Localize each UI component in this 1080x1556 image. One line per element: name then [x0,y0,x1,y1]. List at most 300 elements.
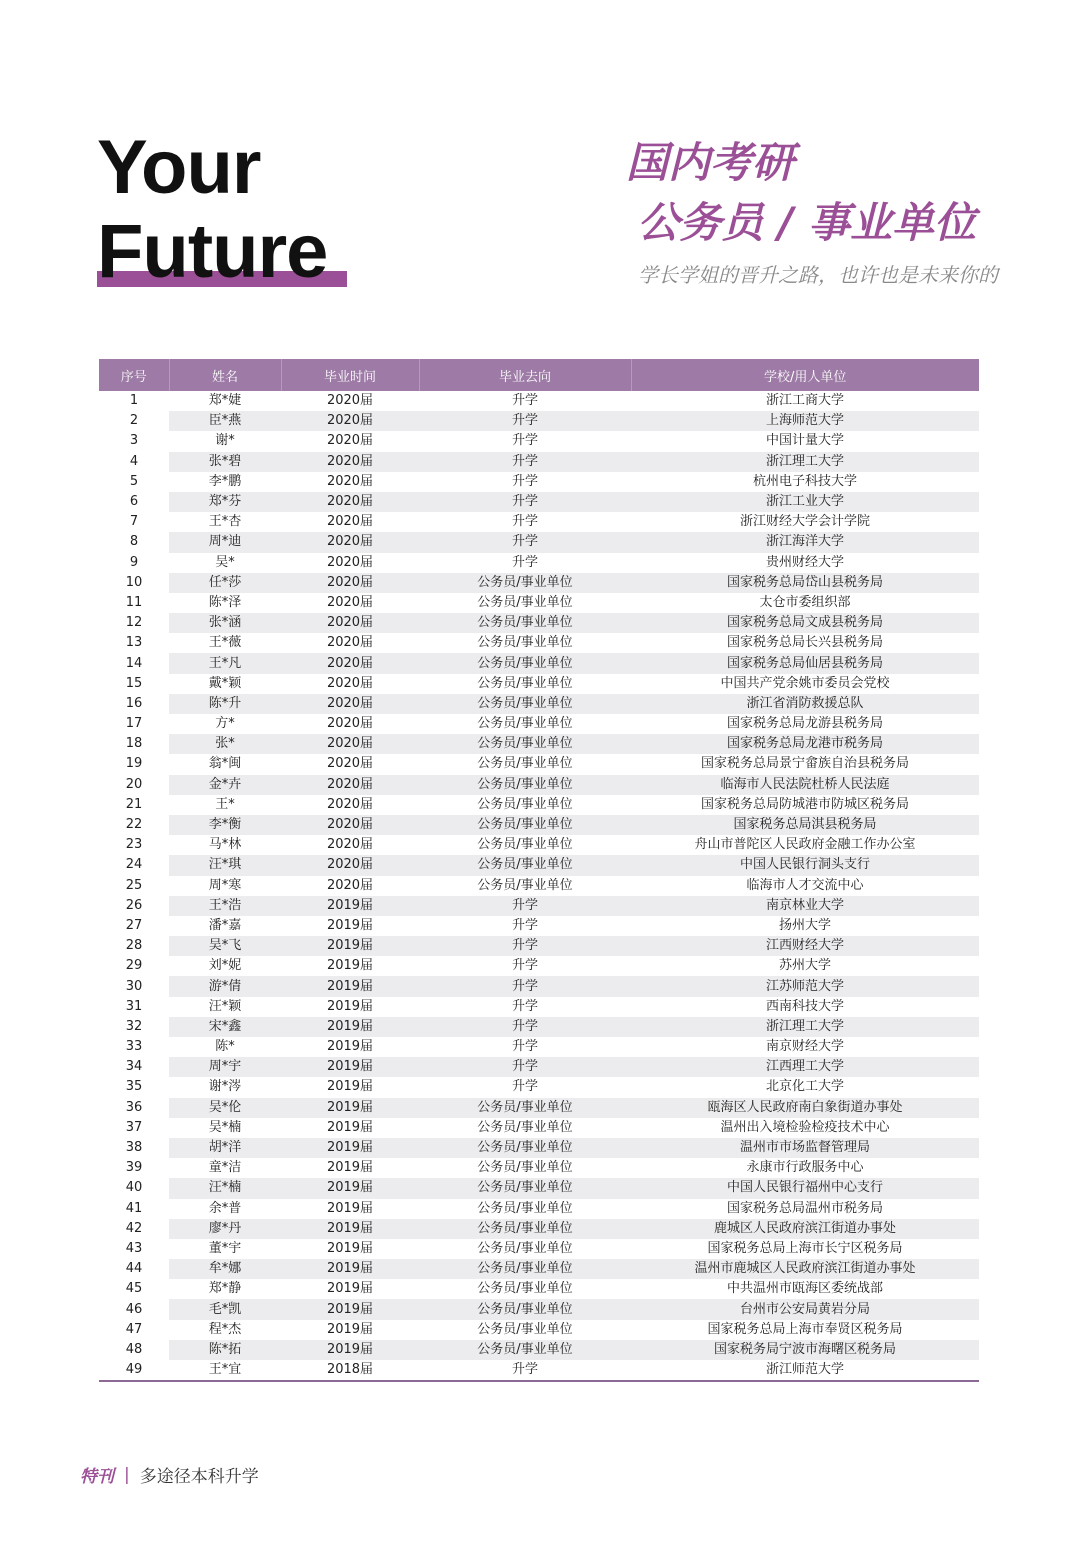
cell-name: 翁*闽 [208,756,242,772]
table-row [99,896,979,916]
table-row [99,431,979,451]
cell-index: 30 [99,976,169,996]
cell-grad-year: 2020届 [326,877,374,893]
cell-grad-year: 2020届 [326,594,374,610]
cell-name: 王*凡 [169,653,281,673]
table-row [99,754,979,774]
table-row [99,815,979,835]
cell-institution: 江西理工大学 [631,1057,979,1077]
cell-index: 19 [99,754,169,774]
cell-institution: 浙江财经大学会计学院 [739,514,870,530]
cell-index: 14 [99,653,169,673]
cell-institution: 浙江海洋大学 [631,532,979,552]
cell-grad-year: 2020届 [326,393,374,409]
cell-destination: 公务员/事业单位 [419,775,631,795]
cell-grad-year: 2020届 [281,613,419,633]
cell-institution: 临海市人民法院杜桥人民法庭 [631,775,979,795]
cell-name: 谢* [215,433,235,449]
cell-institution: 瓯海区人民政府南白象街道办事处 [631,1098,979,1118]
hero-line-future: Future [97,209,328,294]
table-row [99,734,979,754]
cell-destination: 公务员/事业单位 [419,1299,631,1319]
cell-index: 48 [99,1340,169,1360]
cell-institution: 北京化工大学 [765,1079,844,1095]
heading-subtitle: 学长学姐的晋升之路，也许也是未来你的 [638,263,998,287]
cell-destination: 公务员/事业单位 [419,1138,631,1158]
cell-name: 牟*娜 [169,1259,281,1279]
cell-destination: 公务员/事业单位 [477,594,573,610]
cell-destination: 公务员/事业单位 [477,675,573,691]
table-row [99,855,979,875]
heading-line-1: 国内考研 [625,138,794,187]
table-row [99,532,979,552]
cell-institution: 中国共产党余姚市委员会党校 [720,675,890,691]
cell-index: 28 [99,936,169,956]
cell-grad-year: 2020届 [281,653,419,673]
cell-index: 4 [99,452,169,472]
table-row [99,835,979,855]
cell-destination: 升学 [419,936,631,956]
cell-index: 20 [99,775,169,795]
cell-destination: 升学 [511,473,538,489]
cell-destination: 公务员/事业单位 [477,796,573,812]
cell-name: 汪*颖 [208,998,242,1014]
cell-index: 17 [99,714,169,734]
cell-name: 郑*静 [208,1281,242,1297]
table-row [99,1279,979,1299]
cell-destination: 公务员/事业单位 [477,1160,573,1176]
cell-name: 毛*凯 [169,1299,281,1319]
cell-index: 43 [99,1239,169,1259]
cell-grad-year: 2019届 [281,1138,419,1158]
cell-destination: 升学 [511,393,538,409]
table-row [99,653,979,673]
cell-institution: 南京林业大学 [631,896,979,916]
header-grad-year: 毕业时间 [281,359,419,391]
table-row [99,1057,979,1077]
cell-institution: 国家税务总局岱山县税务局 [631,573,979,593]
cell-name: 汪*楠 [169,1178,281,1198]
header-name: 姓名 [169,359,281,391]
cell-name: 余*普 [208,1200,242,1216]
cell-name: 童*洁 [208,1160,242,1176]
cell-destination: 升学 [419,452,631,472]
cell-institution: 国家税务总局景宁畲族自治县税务局 [700,756,909,772]
cell-destination: 升学 [419,492,631,512]
table-row [99,997,979,1017]
cell-grad-year: 2020届 [281,815,419,835]
cell-grad-year: 2020届 [326,635,374,651]
cell-institution: 上海师范大学 [631,411,979,431]
cell-institution: 杭州电子科技大学 [752,473,857,489]
cell-name: 马*林 [208,837,242,853]
cell-grad-year: 2020届 [326,796,374,812]
cell-name: 王*浩 [169,896,281,916]
cell-name: 王* [215,796,235,812]
table-row [99,613,979,633]
cell-index: 3 [99,431,169,451]
cell-index: 38 [99,1138,169,1158]
cell-institution: 中国人民银行洞头支行 [631,855,979,875]
table-row [99,391,979,411]
table-row [99,916,979,936]
cell-index: 34 [99,1057,169,1077]
cell-grad-year: 2020届 [281,492,419,512]
cell-name: 周*宇 [169,1057,281,1077]
table-row [99,633,979,653]
cell-destination: 升学 [511,554,538,570]
cell-index: 27 [99,916,169,936]
cell-index: 5 [99,472,169,492]
cell-index: 6 [99,492,169,512]
cell-grad-year: 2019届 [326,1039,374,1055]
hero-line-your: Your [97,125,261,210]
cell-grad-year: 2020届 [326,716,374,732]
table-row [99,472,979,492]
cell-grad-year: 2020届 [326,473,374,489]
table-row [99,411,979,431]
table-row [99,1158,979,1178]
cell-name: 任*莎 [169,573,281,593]
cell-name: 董*宇 [208,1240,242,1256]
heading-line-2: 公务员 / 事业单位 [637,198,976,247]
cell-index: 32 [99,1017,169,1037]
cell-name: 王*薇 [208,635,242,651]
cell-destination: 升学 [511,917,538,933]
cell-grad-year: 2019届 [326,1119,374,1135]
cell-name: 陈* [215,1039,235,1055]
cell-institution: 国家税务局宁波市海曙区税务局 [631,1340,979,1360]
cell-destination: 公务员/事业单位 [419,815,631,835]
cell-name: 陈*泽 [208,594,242,610]
cell-grad-year: 2019届 [281,936,419,956]
cell-destination: 公务员/事业单位 [477,1200,573,1216]
cell-institution: 浙江省消防救援总队 [631,694,979,714]
cell-destination: 升学 [419,1017,631,1037]
cell-index: 25 [99,876,169,896]
cell-grad-year: 2019届 [326,998,374,1014]
cell-grad-year: 2019届 [326,917,374,933]
table-body [99,391,979,1380]
cell-destination: 升学 [511,998,538,1014]
cell-index: 8 [99,532,169,552]
cell-grad-year: 2020届 [281,411,419,431]
cell-index: 7 [99,512,169,532]
cell-name: 潘*嘉 [208,917,242,933]
table-row [99,492,979,512]
cell-institution: 国家税务总局长兴县税务局 [726,635,883,651]
cell-name: 方* [215,716,235,732]
cell-institution: 鹿城区人民政府滨江街道办事处 [631,1219,979,1239]
cell-grad-year: 2019届 [281,1219,419,1239]
cell-destination: 公务员/事业单位 [419,1178,631,1198]
cell-index: 29 [99,956,169,976]
table-row [99,936,979,956]
cell-name: 郑*芬 [169,492,281,512]
cell-index: 46 [99,1299,169,1319]
cell-grad-year: 2019届 [281,1340,419,1360]
cell-name: 胡*洋 [169,1138,281,1158]
table-row [99,1340,979,1360]
cell-name: 张*涵 [169,613,281,633]
cell-institution: 台州市公安局黄岩分局 [631,1299,979,1319]
cell-institution: 国家税务总局淇县税务局 [631,815,979,835]
cell-index: 9 [99,553,169,573]
cell-institution: 浙江工业大学 [631,492,979,512]
cell-grad-year: 2020届 [326,514,374,530]
cell-destination: 升学 [419,411,631,431]
table-row [99,775,979,795]
cell-grad-year: 2019届 [326,1200,374,1216]
cell-institution: 国家税务总局上海市长宁区税务局 [707,1240,903,1256]
cell-grad-year: 2018届 [326,1362,374,1378]
table-row [99,956,979,976]
cell-index: 13 [99,633,169,653]
graduate-table [99,359,979,1382]
table-row [99,1178,979,1198]
cell-grad-year: 2020届 [281,775,419,795]
table-row [99,1360,979,1380]
table-row [99,1199,979,1219]
cell-index: 37 [99,1118,169,1138]
cell-grad-year: 2019届 [281,1259,419,1279]
cell-name: 陈*拓 [169,1340,281,1360]
cell-index: 15 [99,674,169,694]
cell-institution: 太仓市委组织部 [759,594,851,610]
cell-institution: 国家税务总局龙游县税务局 [726,716,883,732]
cell-name: 周*迪 [169,532,281,552]
cell-name: 张* [169,734,281,754]
cell-name: 吴*楠 [208,1119,242,1135]
cell-destination: 升学 [511,514,538,530]
cell-institution: 浙江师范大学 [765,1362,844,1378]
cell-grad-year: 2019届 [326,1079,374,1095]
cell-name: 张*碧 [169,452,281,472]
cell-destination: 公务员/事业单位 [419,653,631,673]
cell-grad-year: 2019届 [326,1321,374,1337]
cell-name: 戴*颖 [208,675,242,691]
cell-institution: 中国计量大学 [765,433,844,449]
table-row [99,573,979,593]
cell-institution: 国家税务总局文成县税务局 [631,613,979,633]
cell-index: 39 [99,1158,169,1178]
cell-index: 41 [99,1199,169,1219]
cell-grad-year: 2019届 [326,1281,374,1297]
table-row [99,553,979,573]
cell-index: 47 [99,1320,169,1340]
cell-index: 18 [99,734,169,754]
cell-destination: 公务员/事业单位 [419,1219,631,1239]
cell-destination: 升学 [511,1039,538,1055]
cell-name: 郑*婕 [208,393,242,409]
table-row [99,1239,979,1259]
cell-grad-year: 2020届 [326,675,374,691]
cell-index: 22 [99,815,169,835]
cell-institution: 江苏师范大学 [631,976,979,996]
cell-index: 35 [99,1077,169,1097]
cell-name: 谢*涔 [208,1079,242,1095]
table-row [99,1037,979,1057]
cell-institution: 舟山市普陀区人民政府金融工作办公室 [694,837,916,853]
cell-grad-year: 2019届 [281,1017,419,1037]
cell-institution: 国家税务总局温州市税务局 [726,1200,883,1216]
cell-name: 吴* [215,554,235,570]
cell-institution: 扬州大学 [778,917,831,933]
footer-title: 多途径本科升学 [139,1467,259,1487]
table-row [99,1299,979,1319]
cell-destination: 公务员/事业单位 [477,1119,573,1135]
cell-institution: 国家税务总局仙居县税务局 [631,653,979,673]
cell-name: 游*倩 [169,976,281,996]
cell-destination: 公务员/事业单位 [477,1281,573,1297]
table-row [99,876,979,896]
cell-institution: 江西财经大学 [631,936,979,956]
cell-institution: 温州市市场监督管理局 [631,1138,979,1158]
cell-index: 40 [99,1178,169,1198]
cell-destination: 公务员/事业单位 [419,1259,631,1279]
cell-grad-year: 2019届 [281,1178,419,1198]
table-row [99,1259,979,1279]
footer-brand: 特刊 [80,1467,114,1487]
cell-name: 臣*燕 [169,411,281,431]
cell-grad-year: 2019届 [326,1240,374,1256]
cell-name: 宋*鑫 [169,1017,281,1037]
cell-institution: 浙江工商大学 [765,393,844,409]
cell-destination: 升学 [511,958,538,974]
cell-name: 周*寒 [208,877,242,893]
cell-destination: 公务员/事业单位 [419,855,631,875]
cell-grad-year: 2020届 [326,554,374,570]
cell-index: 49 [99,1360,169,1380]
cell-destination: 公务员/事业单位 [477,1321,573,1337]
cell-institution: 南京财经大学 [765,1039,844,1055]
cell-index: 33 [99,1037,169,1057]
cell-grad-year: 2019届 [281,1057,419,1077]
cell-index: 45 [99,1279,169,1299]
cell-grad-year: 2020届 [326,756,374,772]
table-row [99,512,979,532]
cell-name: 刘*妮 [208,958,242,974]
cell-name: 王*杏 [208,514,242,530]
cell-index: 31 [99,997,169,1017]
table-row [99,1077,979,1097]
header-index: 序号 [99,359,169,391]
cell-destination: 升学 [511,1079,538,1095]
cell-institution: 国家税务总局防城港市防城区税务局 [700,796,909,812]
cell-institution: 西南科技大学 [765,998,844,1014]
cell-grad-year: 2019届 [326,958,374,974]
cell-grad-year: 2019届 [281,1098,419,1118]
cell-institution: 临海市人才交流中心 [746,877,864,893]
cell-name: 汪*琪 [169,855,281,875]
cell-destination: 公务员/事业单位 [419,573,631,593]
cell-index: 2 [99,411,169,431]
cell-grad-year: 2020届 [281,573,419,593]
cell-grad-year: 2020届 [281,532,419,552]
cell-index: 1 [99,391,169,411]
cell-name: 吴*飞 [169,936,281,956]
cell-grad-year: 2020届 [281,855,419,875]
cell-name: 陈*升 [169,694,281,714]
table-header-row [99,359,979,391]
cell-destination: 升学 [419,976,631,996]
cell-destination: 升学 [419,1057,631,1077]
cell-index: 21 [99,795,169,815]
table-row [99,1320,979,1340]
table-row [99,1118,979,1138]
header-institution: 学校/用人单位 [631,359,979,391]
cell-destination: 公务员/事业单位 [477,877,573,893]
cell-name: 程*杰 [208,1321,242,1337]
cell-destination: 公务员/事业单位 [477,756,573,772]
cell-destination: 升学 [511,1362,538,1378]
cell-destination: 升学 [419,532,631,552]
table-row [99,795,979,815]
cell-index: 24 [99,855,169,875]
cell-grad-year: 2020届 [326,837,374,853]
cell-institution: 永康市行政服务中心 [746,1160,864,1176]
cell-grad-year: 2019届 [281,976,419,996]
cell-name: 李*鹏 [208,473,242,489]
table-row [99,1017,979,1037]
table-row [99,714,979,734]
cell-grad-year: 2020届 [281,694,419,714]
page-footer [80,1462,259,1487]
cell-institution: 温州出入境检验检疫技术中心 [720,1119,890,1135]
cell-destination: 公务员/事业单位 [419,1340,631,1360]
cell-name: 廖*丹 [169,1219,281,1239]
cell-destination: 升学 [511,433,538,449]
cell-institution: 苏州大学 [778,958,831,974]
cell-institution: 中国人民银行福州中心支行 [631,1178,979,1198]
table-row [99,1219,979,1239]
cell-index: 16 [99,694,169,714]
table-row [99,976,979,996]
cell-destination: 公务员/事业单位 [419,613,631,633]
cell-institution: 国家税务总局上海市奉贤区税务局 [707,1321,903,1337]
table-row [99,674,979,694]
cell-name: 李*衡 [169,815,281,835]
cell-institution: 贵州财经大学 [765,554,844,570]
cell-destination: 公务员/事业单位 [477,1240,573,1256]
table-row [99,1138,979,1158]
cell-destination: 公务员/事业单位 [419,734,631,754]
cell-name: 吴*伦 [169,1098,281,1118]
hero-title [97,126,327,294]
table-row [99,1098,979,1118]
table-row [99,694,979,714]
table-row [99,593,979,613]
cell-grad-year: 2019届 [326,1160,374,1176]
cell-grad-year: 2019届 [281,1299,419,1319]
table-bottom-rule [99,1380,979,1382]
cell-index: 12 [99,613,169,633]
cell-destination: 公务员/事业单位 [477,837,573,853]
footer-separator: | [124,1464,130,1485]
cell-institution: 温州市鹿城区人民政府滨江街道办事处 [631,1259,979,1279]
cell-index: 26 [99,896,169,916]
cell-index: 23 [99,835,169,855]
cell-institution: 浙江理工大学 [631,1017,979,1037]
cell-grad-year: 2020届 [326,433,374,449]
cell-destination: 公务员/事业单位 [477,716,573,732]
cell-index: 36 [99,1098,169,1118]
cell-destination: 公务员/事业单位 [419,694,631,714]
cell-destination: 公务员/事业单位 [419,1098,631,1118]
cell-index: 10 [99,573,169,593]
cell-name: 金*卉 [169,775,281,795]
cell-name: 王*宜 [208,1362,242,1378]
